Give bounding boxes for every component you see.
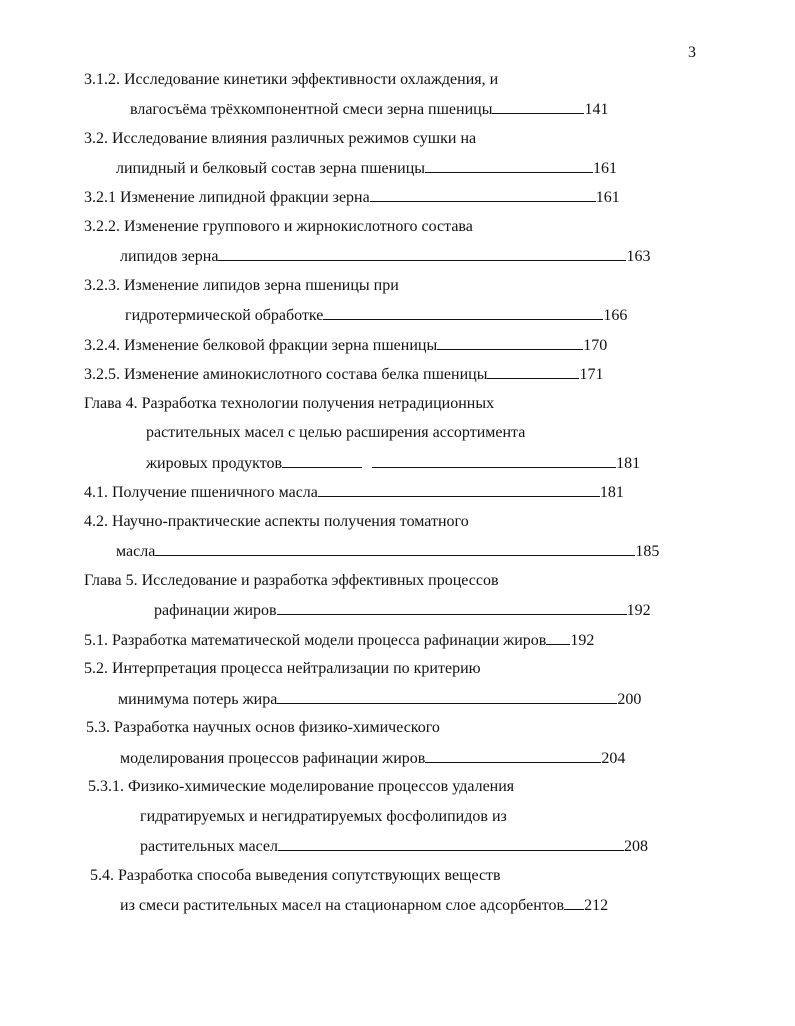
toc-text: рафинации жиров bbox=[154, 602, 277, 619]
toc-entry-4-1 bbox=[84, 482, 624, 503]
toc-leader bbox=[437, 335, 583, 350]
toc-text: моделирования процессов рафинации жиров bbox=[120, 750, 426, 767]
toc-text: гидротермической обработке bbox=[125, 307, 324, 324]
toc-text: 3.2.5. Изменение аминокислотного состава белка пшеницы bbox=[84, 366, 488, 383]
toc-page: 171 bbox=[579, 366, 604, 383]
toc-page: 163 bbox=[626, 248, 651, 265]
toc-text: Глава 4. Разработка технологии получения нетрадиционных bbox=[84, 395, 495, 412]
toc-line-3-2-3 bbox=[84, 276, 399, 296]
toc-text: Глава 5. Исследование и разработка эффективных процессов bbox=[84, 572, 499, 589]
toc-line-4-2 bbox=[84, 512, 469, 532]
toc-entry-5-3 bbox=[120, 748, 625, 769]
toc-leader bbox=[370, 187, 596, 202]
toc-leader bbox=[487, 364, 579, 379]
toc-entry-4-2 bbox=[116, 541, 659, 562]
toc-entry-3-2-5 bbox=[84, 364, 603, 385]
toc-text: гидратируемых и негидратируемых фосфолипидов из bbox=[140, 808, 507, 825]
toc-text: растительных масел bbox=[140, 838, 278, 855]
toc-leader bbox=[155, 541, 635, 556]
toc-text: 3.2. Исследование влияния различных режимов сушки на bbox=[84, 130, 477, 147]
toc-page: 208 bbox=[623, 838, 648, 855]
toc-page: 192 bbox=[626, 602, 651, 619]
toc-line-chapter-4 bbox=[84, 394, 494, 414]
toc-text: 5.3. Разработка научных основ физико-химического bbox=[86, 719, 440, 736]
toc-line-5-4 bbox=[90, 866, 501, 886]
toc-text: 3.2.3. Изменение липидов зерна пшеницы при bbox=[84, 277, 399, 294]
toc-page: 204 bbox=[601, 750, 626, 767]
toc-text: 3.2.2. Изменение группового и жирнокислотного состава bbox=[84, 218, 473, 235]
toc-line-3-2-2 bbox=[84, 217, 473, 237]
toc-leader bbox=[564, 895, 584, 910]
toc-text: 4.1. Получение пшеничного масла bbox=[84, 484, 318, 501]
toc-page: 212 bbox=[584, 897, 609, 914]
toc-text: влагосъёма трёхкомпонентной смеси зерна пшеницы bbox=[130, 101, 493, 118]
toc-leader bbox=[372, 453, 616, 468]
toc-entry-chapter-5 bbox=[154, 600, 651, 621]
toc-text: жировых продуктов bbox=[146, 455, 283, 472]
toc-leader bbox=[492, 99, 584, 114]
toc-entry-5-1 bbox=[84, 630, 594, 651]
toc-text: минимума потерь жира bbox=[118, 691, 278, 708]
toc-line-chapter-4-cont bbox=[146, 423, 525, 443]
toc-text: 3.1.2. Исследование кинетики эффективности охлаждения, и bbox=[84, 71, 499, 88]
toc-leader bbox=[425, 158, 593, 173]
toc-page: 161 bbox=[593, 160, 618, 177]
toc-entry-5-3-1 bbox=[140, 836, 648, 857]
toc-line-5-3-1 bbox=[88, 777, 514, 797]
toc-text: липидов зерна bbox=[120, 248, 219, 265]
toc-text: 3.2.4. Изменение белковой фракции зерна пшеницы bbox=[84, 337, 438, 354]
toc-entry-3-2-4 bbox=[84, 335, 607, 356]
toc-leader bbox=[277, 689, 617, 704]
toc-page: 141 bbox=[584, 101, 609, 118]
page-number: 3 bbox=[688, 44, 696, 61]
toc-page: 166 bbox=[603, 307, 628, 324]
toc-line-3-1-2 bbox=[84, 70, 498, 90]
toc-leader bbox=[277, 600, 627, 615]
toc-text: 5.1. Разработка математической модели процесса рафинации жиров bbox=[84, 632, 547, 649]
toc-leader bbox=[282, 453, 362, 468]
toc-text: 5.2. Интерпретация процесса нейтрализации по критерию bbox=[84, 660, 481, 677]
toc-text: 5.3.1. Физико-химические моделирование процессов удаления bbox=[88, 778, 515, 795]
toc-text: растительных масел с целью расширения ассортимента bbox=[146, 424, 526, 441]
toc-text: 3.2.1 Изменение липидной фракции зерна bbox=[84, 189, 370, 206]
toc-page: 170 bbox=[583, 337, 608, 354]
toc-text: масла bbox=[116, 543, 156, 560]
toc-text: из смеси растительных масел на стационарном слое адсорбентов bbox=[120, 897, 565, 914]
toc-leader bbox=[323, 305, 603, 320]
toc-page: 181 bbox=[599, 484, 624, 501]
toc-leader bbox=[425, 748, 601, 763]
toc-line-5-3-1-cont bbox=[140, 807, 507, 827]
toc-text: 4.2. Научно-практические аспекты получения томатного bbox=[84, 513, 469, 530]
toc-page: 185 bbox=[635, 543, 660, 560]
toc-entry-chapter-4 bbox=[146, 453, 640, 474]
toc-page: 161 bbox=[595, 189, 620, 206]
toc-leader bbox=[546, 630, 570, 645]
toc-entry-5-2 bbox=[118, 689, 641, 710]
toc-text: липидный и белковый состав зерна пшеницы bbox=[116, 160, 426, 177]
toc-entry-3-2-3 bbox=[125, 305, 627, 326]
toc-leader bbox=[218, 246, 626, 261]
toc-text: 5.4. Разработка способа выведения сопутствующих веществ bbox=[90, 867, 501, 884]
toc-line-chapter-5 bbox=[84, 571, 499, 591]
toc-entry-3-2-2 bbox=[120, 246, 650, 267]
toc-line-5-2 bbox=[84, 659, 481, 679]
toc-line-5-3 bbox=[86, 718, 440, 738]
toc-entry-5-4 bbox=[120, 895, 608, 916]
toc-entry-3-1-2 bbox=[130, 99, 608, 120]
toc-page: 192 bbox=[570, 632, 595, 649]
toc-entry-3-2-1 bbox=[84, 187, 620, 208]
toc-page: 200 bbox=[617, 691, 642, 708]
toc-entry-3-2 bbox=[116, 158, 617, 179]
toc-leader bbox=[278, 836, 624, 851]
toc-page: 181 bbox=[616, 455, 641, 472]
toc-line-3-2 bbox=[84, 129, 476, 149]
toc-leader bbox=[318, 482, 600, 497]
